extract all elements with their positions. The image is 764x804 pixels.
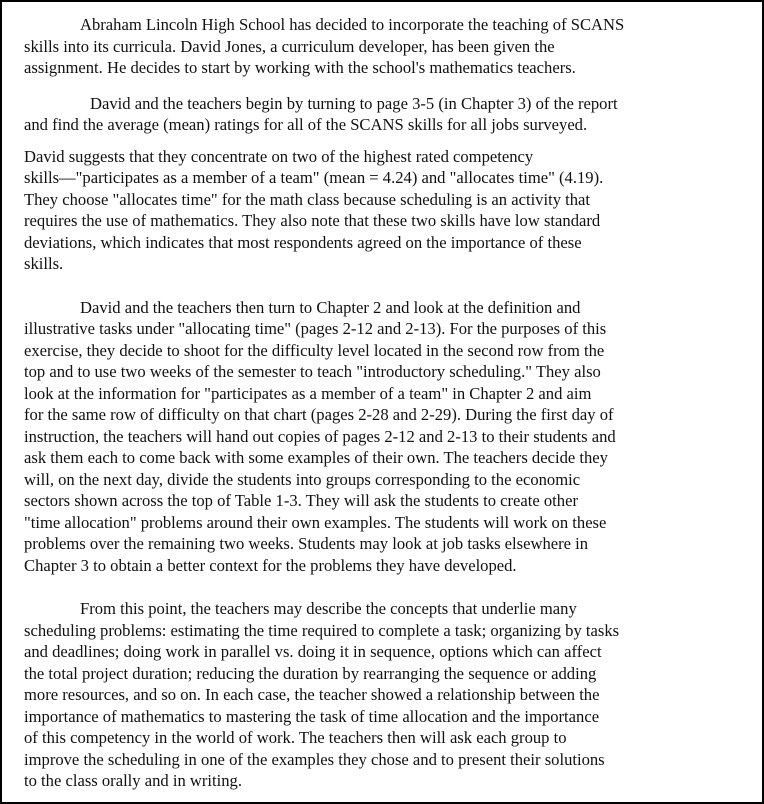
text-line: David suggests that they concentrate on two of the highest rated competency: [24, 146, 534, 166]
text-line: top and to use two weeks of the semester to teach "introductory scheduling." They also: [24, 362, 601, 381]
text-line: look at the information for "participates as a member of a team" in Chapter 2 and aim: [24, 383, 592, 403]
text-line: problems over the remaining two weeks. Students may look at job tasks elsewhere in: [24, 534, 589, 553]
text-line: requires the use of mathematics. They also note that these two skills have low standard: [24, 211, 601, 230]
text-line: "time allocation" problems around their own examples. The students will work on these: [24, 512, 607, 532]
paragraph-intro: [24, 14, 746, 79]
text-line: to the class orally and in writing.: [24, 771, 242, 790]
text-line: assignment. He decides to start by working with the school's mathematics teachers.: [24, 58, 576, 77]
paragraph-report-page: [24, 93, 746, 136]
text-line: instruction, the teachers will hand out copies of pages 2-12 and 2-13 to their students and: [24, 426, 616, 446]
paragraph-concepts: [24, 598, 746, 792]
text-line: skills—"participates as a member of a team" (mean = 4.24) and "allocates time" (4.19).: [24, 168, 604, 187]
text-line: They choose "allocates time" for the math class because scheduling is an activity that: [24, 189, 591, 209]
text-line: will, on the next day, divide the students into groups corresponding to the economic: [24, 469, 581, 489]
text-line: exercise, they decide to shoot for the difficulty level located in the second row from the: [24, 340, 605, 360]
text-line: skills.: [24, 254, 64, 273]
text-line: of this competency in the world of work. The teachers then will ask each group to: [24, 728, 567, 747]
text-line: Abraham Lincoln High School has decided to incorporate the teaching of SCANS: [80, 15, 625, 34]
text-line: deviations, which indicates that most respondents agreed on the importance of these: [24, 232, 582, 252]
text-line: and deadlines; doing work in parallel vs. doing it in sequence, options which can affect: [24, 642, 602, 661]
text-line: the total project duration; reducing the duration by rearranging the sequence or adding: [24, 663, 597, 683]
text-line: improve the scheduling in one of the examples they chose and to present their solutions: [24, 749, 605, 769]
text-line: more resources, and so on. In each case, the teacher showed a relationship between the: [24, 685, 600, 704]
text-line: From this point, the teachers may describe the concepts that underlie many: [80, 599, 577, 618]
text-line: skills into its curricula. David Jones, a curriculum developer, has been given the: [24, 36, 555, 56]
paragraph-competency: [24, 146, 746, 275]
paragraph-chapter-2: [24, 297, 746, 577]
text-line: and find the average (mean) ratings for all of the SCANS skills for all jobs surveyed.: [24, 115, 588, 134]
text-line: Chapter 3 to obtain a better context for the problems they have developed.: [24, 555, 517, 575]
text-line: for the same row of difficulty on that chart (pages 2-28 and 2-29). During the first day of: [24, 405, 614, 424]
text-line: importance of mathematics to mastering the task of time allocation and the importance: [24, 706, 600, 726]
text-line: sectors shown across the top of Table 1-3. They will ask the students to create other: [24, 491, 578, 510]
text-line: ask them each to come back with some examples of their own. The teachers decide they: [24, 448, 608, 467]
text-line: David and the teachers begin by turning to page 3-5 (in Chapter 3) of the report: [90, 93, 618, 113]
text-line: David and the teachers then turn to Chapter 2 and look at the definition and: [80, 297, 581, 317]
text-line: illustrative tasks under "allocating time" (pages 2-12 and 2-13). For the purposes of this: [24, 319, 607, 338]
text-line: scheduling problems: estimating the time required to complete a task; organizing by tasks: [24, 620, 620, 640]
